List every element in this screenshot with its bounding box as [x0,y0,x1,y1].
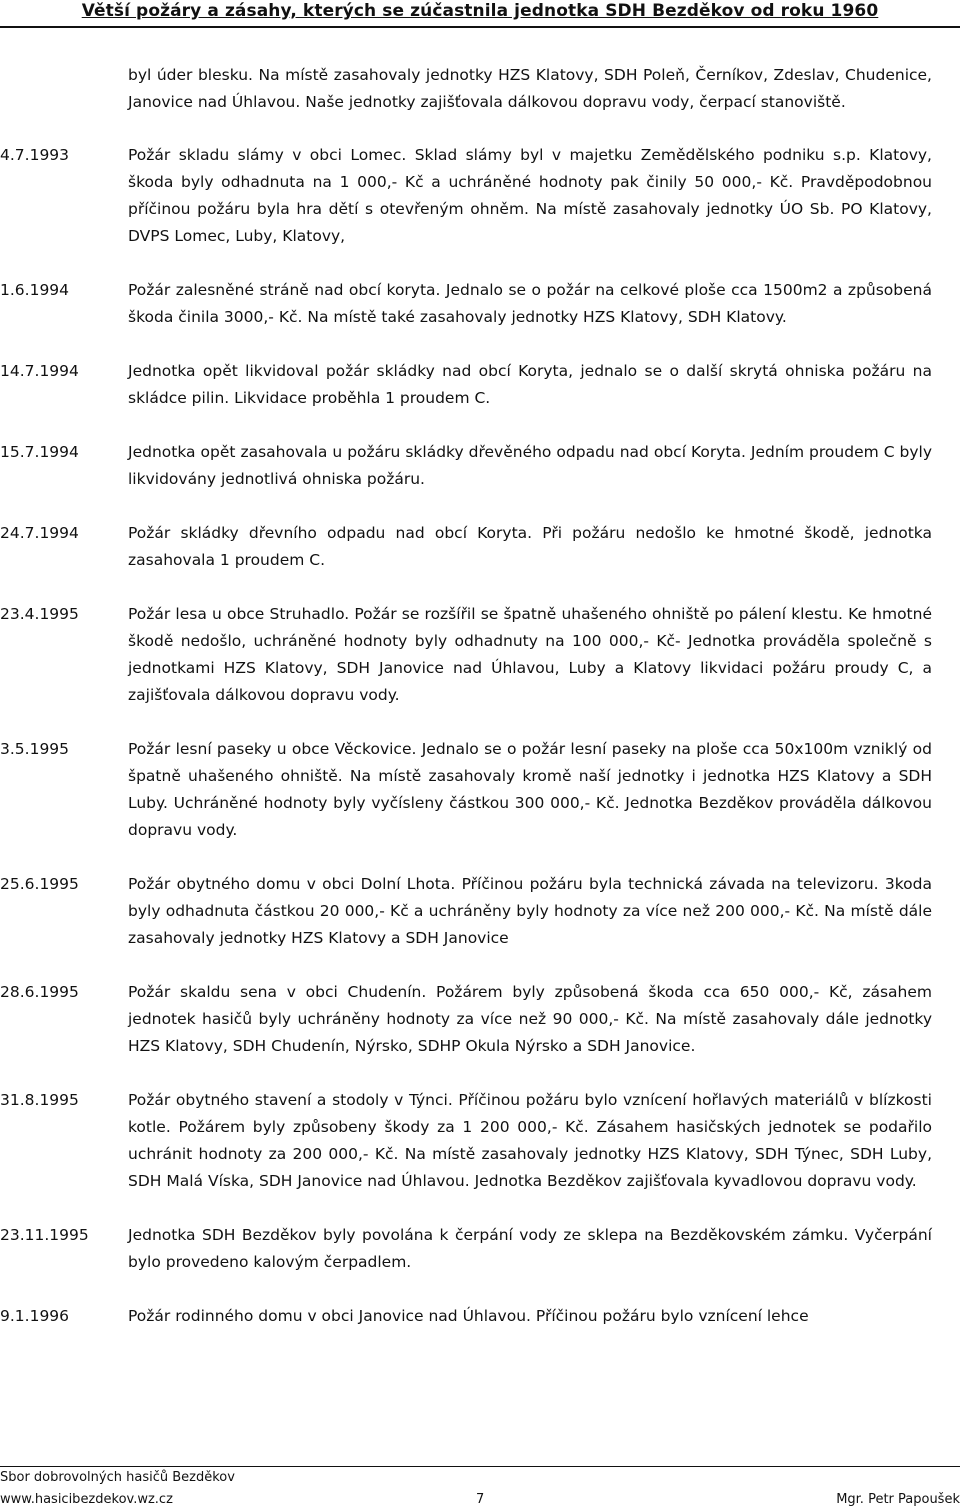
entry-row [0,601,960,709]
entry-date: 23.11.1995 [0,1226,89,1244]
page-footer [0,1467,960,1511]
entry-text: Požár zalesněné stráně nad obcí koryta. Jednalo se o požár na celkové ploše cca 1500m2 a způsobená škoda činila 3000,- Kč. Na místě také zasahovaly jednotky HZS Klatovy, SDH Klatovy. [128,281,932,326]
entry-row [0,1222,960,1276]
document-body [0,62,960,1357]
entry-list [0,142,960,1330]
entry-date: 28.6.1995 [0,983,79,1001]
footer-page-number: 7 [476,1492,485,1507]
entry-row [0,142,960,250]
entry-text: Požár lesa u obce Struhadlo. Požár se rozšířil se špatně uhašeného ohniště po pálení klestu. Ke hmotné škodě nedošlo, uchráněné hodnoty byly odhadnuty na 100 000,- Kč- Jednotka prováděla společně s jednotkami HZS Klatovy, SDH Janovice nad Úhlavou, Luby a Klatovy likvidaci požáru proudy C, a zajišťovala dálkovou dopravu vody. [128,605,932,704]
entry-text: byl úder blesku. Na místě zasahovaly jednotky HZS Klatovy, SDH Poleň, Černíkov, Zdeslav, Chudenice, Janovice nad Úhlavou. Naše jednotky zajišťovala dálkovou dopravu vody, čerpací stanoviště. [128,66,932,111]
footer-website-link[interactable]: www.hasicibezdekov.wz.cz [0,1492,173,1507]
entry-row [0,358,960,412]
entry-date: 3.5.1995 [0,740,70,758]
entry-date: 1.6.1994 [0,281,70,299]
entry-date: 4.7.1993 [0,146,70,164]
header-rule [0,26,960,28]
entry-text: Požár obytného domu v obci Dolní Lhota. Příčinou požáru byla technická závada na televizoru. 3koda byly odhadnuta částkou 20 000,- Kč a uchráněny byly hodnoty za více než 200 000,- Kč. Na místě dále zasahovaly jednotky HZS Klatovy a SDH Janovice [128,875,932,947]
entry-row [0,1303,960,1330]
entry-row [0,979,960,1060]
entry-row [0,871,960,952]
entry-text: Požár lesní paseky u obce Věckovice. Jednalo se o požár lesní paseky na ploše cca 50x100m vzniklý od špatně uhašeného ohniště. Na místě zasahovaly kromě naší jednotky i jednotka HZS Klatovy a SDH Luby. Uchráněné hodnoty byly vyčísleny částkou 300 000,- Kč. Jednotka Bezděkov prováděla dálkovou dopravu vody. [128,740,932,839]
footer-author: Mgr. Petr Papoušek [836,1492,960,1507]
entry-row [0,277,960,331]
entry-date: 15.7.1994 [0,443,79,461]
entry-text: Požár skaldu sena v obci Chudenín. Požárem byly způsobená škoda cca 650 000,- Kč, zásahem jednotek hasičů byly uchráněny hodnoty za více než 90 000,- Kč. Na místě zasahovaly dále jednotky HZS Klatovy, SDH Chudenín, Nýrsko, SDHP Okula Nýrsko a SDH Janovice. [128,983,932,1055]
entry-text: Požár skládky dřevního odpadu nad obcí Koryta. Při požáru nedošlo ke hmotné škodě, jednotka zasahovala 1 proudem C. [128,524,932,569]
entry-text: Jednotka opět zasahovala u požáru skládky dřevěného odpadu nad obcí Koryta. Jedním proudem C byly likvidovány jednotlivá ohniska požáru. [128,443,932,488]
entry-date: 9.1.1996 [0,1307,70,1325]
entry-text: Požár rodinného domu v obci Janovice nad Úhlavou. Příčinou požáru bylo vznícení lehce [128,1307,809,1325]
entry-row [0,520,960,574]
entry-date: 24.7.1994 [0,524,79,542]
entry-text: Požár obytného stavení a stodoly v Týnci. Příčinou požáru bylo vznícení hořlavých materiálů v blízkosti kotle. Požárem byly způsobeny škody za 1 200 000,- Kč. Zásahem hasičských jednotek se podařilo uchránit hodnoty za 200 000,- Kč. Na místě zasahovaly jednotky HZS Klatovy, SDH Týnec, SDH Luby, SDH Malá Víska, SDH Janovice nad Úhlavou. Jednotka Bezděkov zajišťovala kyvadlovou dopravu vody. [128,1091,932,1190]
entry-date: 14.7.1994 [0,362,79,380]
entry-text: Požár skladu slámy v obci Lomec. Sklad slámy byl v majetku Zemědělského podniku s.p. Klatovy, škoda byly odhadnuta na 1 000,- Kč a uchráněné hodnoty pak činily 50 000,- Kč. Pravděpodobnou příčinou požáru byla hra dětí s otevřeným ohněm. Na místě zasahovaly jednotky ÚO Sb. PO Klatovy, DVPS Lomec, Luby, Klatovy, [128,146,932,245]
entry-text: Jednotka SDH Bezděkov byly povolána k čerpání vody ze sklepa na Bezděkovském zámku. Vyčerpání bylo provedeno kalovým čerpadlem. [128,1226,932,1271]
entry-row [0,736,960,844]
entry-date: 23.4.1995 [0,605,79,623]
entry-row [0,1087,960,1195]
continuation-paragraph [0,62,960,116]
entry-date: 25.6.1995 [0,875,79,893]
page-header-title: Větší požáry a zásahy, kterých se zúčastnila jednotka SDH Bezděkov od roku 1960 [81,1,879,21]
entry-text: Jednotka opět likvidoval požár skládky nad obcí Koryta, jednalo se o další skrytá ohniska požáru na skládce pilin. Likvidace proběhla 1 proudem C. [128,362,932,407]
footer-organization: Sbor dobrovolných hasičů Bezděkov [0,1470,235,1485]
entry-date: 31.8.1995 [0,1091,79,1109]
entry-row [0,439,960,493]
